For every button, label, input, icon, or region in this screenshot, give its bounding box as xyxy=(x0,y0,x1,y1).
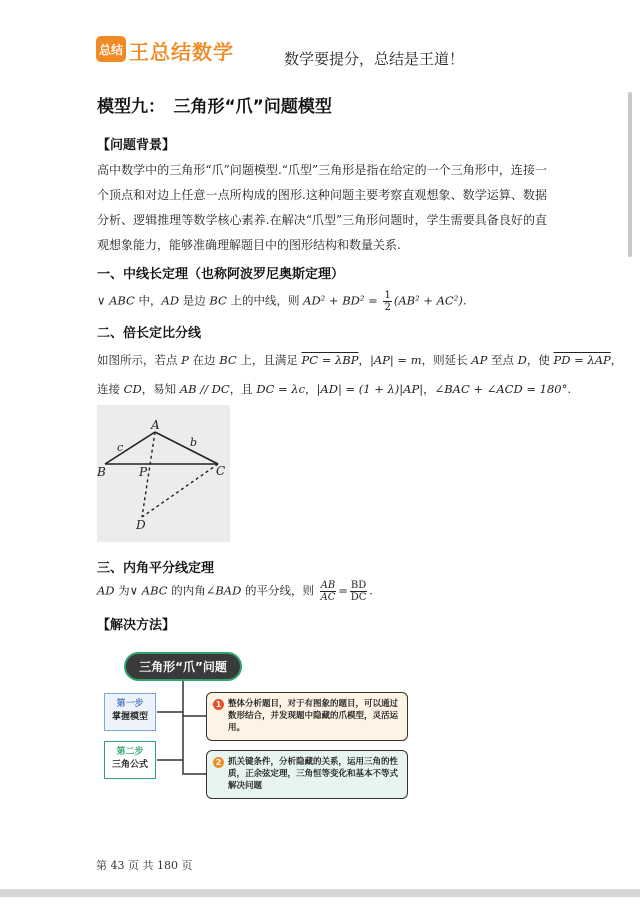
detail-2-box xyxy=(206,750,408,799)
s3-end: . xyxy=(369,583,373,598)
s2-t1d: ， xyxy=(358,353,370,367)
s2-t1a: 如图所示，若点 xyxy=(97,353,182,367)
s1-mid3: 上的中线，则 xyxy=(226,293,304,308)
detail-1-text: 整体分析题目，对于有图象的题目，可以通过数形结合，并发现题中隐藏的爪模型，灵活运用。 xyxy=(228,699,399,733)
section3-heading: 三、内角平分线定理 xyxy=(97,561,215,576)
logo-badge: 总结 xyxy=(96,36,126,62)
s1-bc: BC xyxy=(209,293,227,308)
s1-frac-den: 2 xyxy=(384,302,391,313)
s1-lhs: AD² + BD² = xyxy=(303,293,378,308)
s1-ad: AD xyxy=(161,293,180,308)
s2-p: P xyxy=(181,353,189,367)
s1-abc: ABC xyxy=(109,293,135,308)
s3-bad: BAD xyxy=(215,583,242,598)
s2-t1c: 上，且满足 xyxy=(236,353,302,367)
method-heading: 【解决方法】 xyxy=(97,618,176,633)
s2-angles: ∠BAC + ∠ACD = 180° xyxy=(434,382,568,396)
s2-t2a: 连接 xyxy=(97,382,124,396)
s1-mid2: 是边 xyxy=(179,293,210,308)
logo-name: 王总结数学 xyxy=(129,40,234,64)
s2-t1g: ，使 xyxy=(526,353,554,367)
s2-t1e: ，则延长 xyxy=(421,353,472,367)
s2-t1h: ， xyxy=(610,353,623,367)
label-p: P xyxy=(139,465,148,479)
s2-cd: CD xyxy=(123,382,142,396)
s2-t1b: 在边 xyxy=(188,353,220,367)
s2-t2b: ，易知 xyxy=(141,382,180,396)
s2-dc: DC = λc xyxy=(256,382,306,396)
label-d: D xyxy=(136,518,146,532)
label-a: A xyxy=(151,418,160,432)
s2-bc: BC xyxy=(219,353,237,367)
bottom-bar xyxy=(0,889,640,897)
s3-abc: ABC xyxy=(141,583,168,598)
s1-mid1: 中， xyxy=(134,293,162,308)
s3-ad: AD xyxy=(97,583,115,598)
label-c: C xyxy=(216,464,226,478)
s2-vec1: PC = λBP xyxy=(301,353,359,367)
s2-t2c: ，且 xyxy=(229,382,257,396)
s3-t1: 为∨ xyxy=(114,583,142,598)
step-2-label: 第二步 xyxy=(116,747,144,757)
page-title: 模型九： 三角形“爪”问题模型 xyxy=(97,97,332,117)
s3-t3: 的平分线，则 xyxy=(241,583,318,598)
connector-1 xyxy=(183,681,206,716)
page-number: 第 43 页 共 180 页 xyxy=(96,859,193,872)
s3-eq: = xyxy=(338,583,348,598)
background-text: 高中数学中的三角形“爪”问题模型.“爪型”三角形是指在给定的一个三角形中，连接一个顶点和对边上任意一点所构成的图形.这种问题主要考察直观想象、数学运算、数据分析、逻辑推理等数学核心素养.在解决“爪型”三角形问题时，学生需要具备良好的直观想象能力，能够准确理解题目中的图形结构和数量关系. xyxy=(97,163,547,252)
detail-2-text: 抓关键条件，分析隐藏的关系，运用三角的性质，正余弦定理，三角恒等变化和基本不等式解决问题 xyxy=(228,757,399,791)
step-2-box xyxy=(104,741,156,779)
label-side-c: c xyxy=(117,441,124,454)
s1-rhs: (AB² + AC²). xyxy=(393,293,467,308)
s2-t2e: ， xyxy=(423,382,435,396)
s2-ap-mod: |AP| = m xyxy=(369,353,422,367)
s3-f1-den: AC xyxy=(320,592,336,603)
s3-f2-den: DC xyxy=(350,592,367,603)
s2-t2d: ， xyxy=(305,382,317,396)
s1-prefix: ∨ xyxy=(97,293,106,308)
s2-t1f: 至点 xyxy=(487,353,518,367)
connector-2 xyxy=(183,716,206,774)
step-2-text: 三角公式 xyxy=(111,760,148,770)
s1-frac-num: 1 xyxy=(384,290,391,301)
label-b: B xyxy=(97,465,106,479)
mindmap-root: 三角形“爪”问题 xyxy=(124,652,242,681)
s3-t2: 的内角∠ xyxy=(167,583,216,598)
step-1-label: 第一步 xyxy=(116,699,144,709)
s2-d: D xyxy=(517,353,527,367)
detail-2-number: 2 xyxy=(213,757,224,768)
step-1-text: 掌握模型 xyxy=(111,712,148,722)
s2-ap: AP xyxy=(471,353,488,367)
s2-parallel: AB // DC xyxy=(179,382,230,396)
s2-vec2: PD = λAP xyxy=(553,353,611,367)
slogan: 数学要提分，总结是王道！ xyxy=(284,50,465,68)
section2-heading: 二、倍长定比分线 xyxy=(97,326,202,341)
s3-f1-num: AB xyxy=(320,580,336,591)
step-1-box xyxy=(104,693,156,731)
s2-ad-mod: |AD| = (1 + λ)|AP| xyxy=(316,382,424,396)
detail-1-number: 1 xyxy=(213,699,224,710)
detail-1-box xyxy=(206,692,408,741)
background-heading: 【问题背景】 xyxy=(97,138,176,153)
label-side-b: b xyxy=(190,436,198,449)
s2-t2f: . xyxy=(567,382,571,396)
s3-f2-num: BD xyxy=(350,580,367,591)
section1-heading: 一、中线长定理（也称阿波罗尼奥斯定理） xyxy=(97,267,345,282)
